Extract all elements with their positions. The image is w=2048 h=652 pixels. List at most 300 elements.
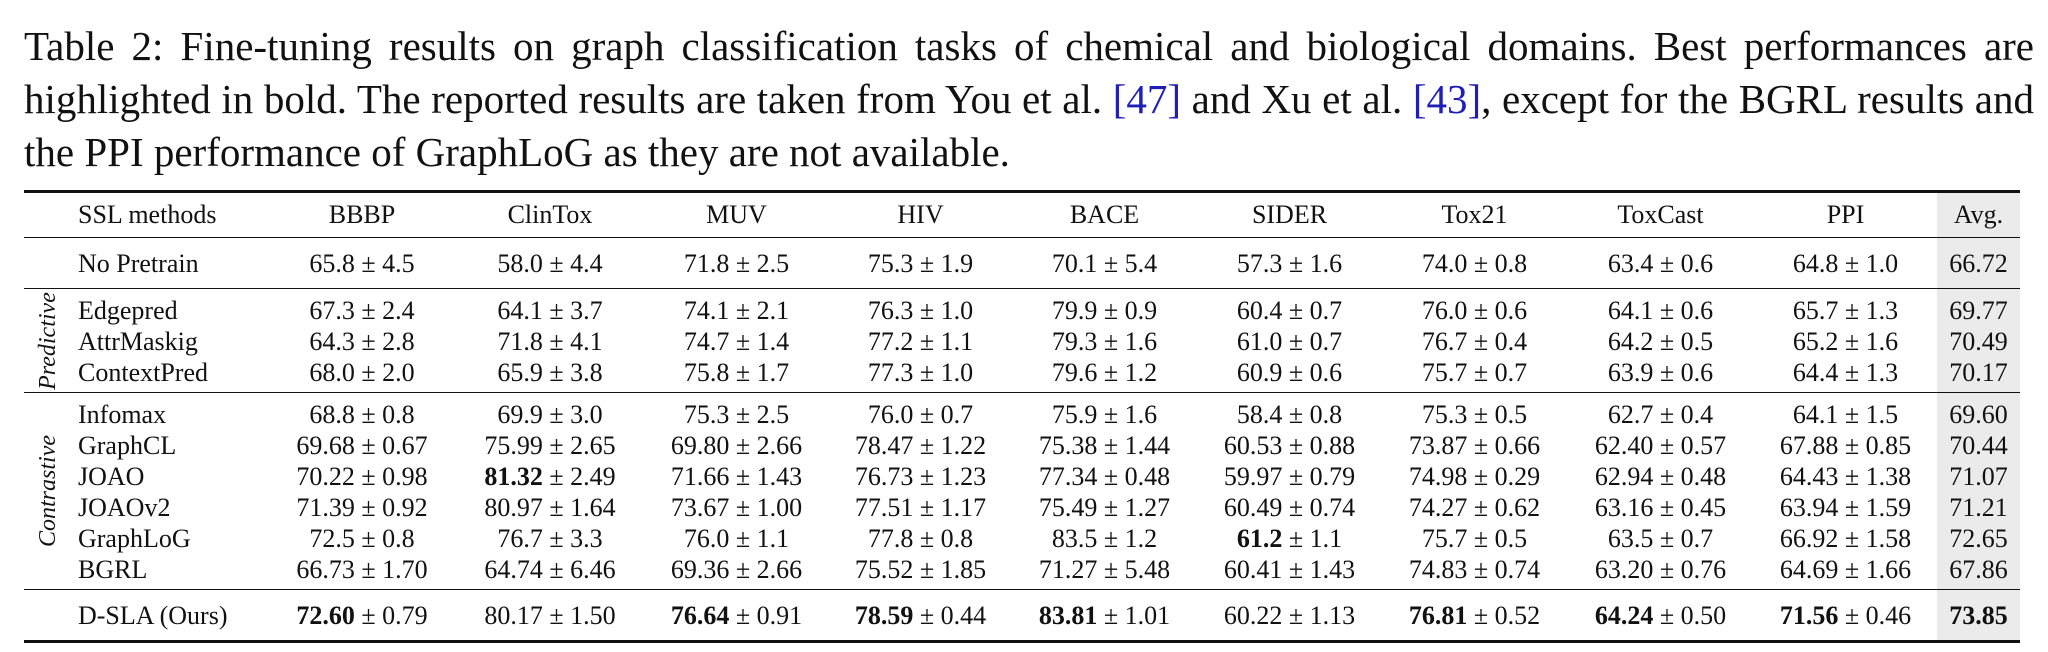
- result-cell: [268, 554, 456, 590]
- result-mean: 64.69: [1779, 554, 1839, 584]
- result-mean: 76.7: [497, 523, 543, 553]
- result-mean: 70.22: [296, 461, 355, 491]
- result-cell: [1012, 357, 1197, 393]
- result-std: ± 0.6: [1288, 357, 1343, 387]
- result-mean: 64.2: [1607, 326, 1654, 356]
- result-cell: [1382, 289, 1567, 327]
- result-mean: 77.8: [867, 523, 914, 553]
- result-cell: [1382, 461, 1567, 492]
- result-mean: 83.81: [1038, 601, 1098, 630]
- result-mean: 64.1: [497, 295, 543, 325]
- result-std: ± 1.43: [735, 461, 803, 491]
- result-std: ± 1.22: [919, 430, 987, 460]
- table-row: [24, 430, 2020, 461]
- result-cell: [1197, 430, 1382, 461]
- header-spacer: [24, 192, 72, 238]
- result-std: ± 2.5: [735, 249, 790, 278]
- result-mean: 58.4: [1236, 399, 1283, 429]
- result-mean: 77.51: [854, 492, 914, 522]
- result-std: ± 5.4: [1103, 249, 1158, 278]
- table-row: [24, 289, 2020, 327]
- method-name: BGRL: [72, 554, 268, 590]
- result-cell: [456, 523, 644, 554]
- result-cell: [644, 326, 829, 357]
- result-cell: [1012, 461, 1197, 492]
- result-std: ± 0.67: [361, 430, 428, 460]
- result-cell: [1567, 492, 1754, 523]
- result-std: ± 3.0: [549, 399, 603, 429]
- result-mean: 64.3: [309, 326, 355, 356]
- method-name: D-SLA (Ours): [72, 590, 268, 642]
- result-cell: [1567, 393, 1754, 431]
- result-std: ± 1.9: [919, 249, 974, 278]
- result-std: ± 0.9: [1103, 295, 1158, 325]
- header-clintox: ClinTox: [456, 192, 644, 238]
- result-cell: [1567, 238, 1754, 289]
- result-std: ± 1.0: [1844, 249, 1899, 278]
- method-name: JOAO: [78, 461, 145, 491]
- table-row: [24, 492, 2020, 523]
- row-group-2: [24, 289, 2020, 393]
- result-mean: 75.9: [1051, 399, 1098, 429]
- result-mean: 63.9: [1607, 357, 1654, 387]
- result-mean: 64.4: [1792, 357, 1839, 387]
- result-cell: [268, 357, 456, 393]
- result-cell: [1382, 523, 1567, 554]
- result-std: ± 2.65: [549, 430, 616, 460]
- result-mean: 68.0: [309, 357, 355, 387]
- result-mean: 61.2: [1236, 523, 1283, 553]
- result-mean: 83.5: [1051, 523, 1098, 553]
- result-mean: 81.32: [484, 461, 543, 491]
- result-cell: [1382, 492, 1567, 523]
- average-cell: 66.72: [1937, 238, 2020, 289]
- header-ssl-methods: SSL methods: [72, 192, 268, 238]
- result-mean: 62.40: [1594, 430, 1654, 460]
- result-std: ± 0.57: [1659, 430, 1727, 460]
- header-row: [24, 192, 2020, 238]
- result-cell: [268, 590, 456, 642]
- result-cell: [1012, 393, 1197, 431]
- result-std: ± 0.8: [361, 523, 415, 553]
- result-mean: 64.1: [1792, 399, 1839, 429]
- result-mean: 65.2: [1792, 326, 1839, 356]
- result-cell: [644, 590, 829, 642]
- result-cell: [1382, 430, 1567, 461]
- result-mean: 78.59: [854, 601, 914, 630]
- result-std: ± 2.0: [361, 357, 415, 387]
- method-name: JOAOv2: [78, 492, 171, 522]
- citation-link-43[interactable]: [43]: [1412, 76, 1482, 122]
- result-cell: [456, 393, 644, 431]
- result-std: ± 1.7: [735, 357, 790, 387]
- row-group-1: [24, 238, 2020, 289]
- result-cell: [829, 554, 1012, 590]
- result-cell: [456, 238, 644, 289]
- result-cell: [1567, 326, 1754, 357]
- result-std: ± 1.00: [735, 492, 803, 522]
- result-std: ± 0.6: [1659, 295, 1714, 325]
- caption-text-3: , except for the BGRL results and the PPI performance of GraphLoG as they are not available.: [24, 76, 2035, 175]
- result-std: ± 1.01: [1103, 601, 1171, 630]
- result-mean: 74.27: [1408, 492, 1468, 522]
- result-std: ± 1.58: [1844, 523, 1912, 553]
- result-mean: 77.2: [867, 326, 914, 356]
- result-std: ± 0.74: [1473, 554, 1541, 584]
- result-mean: 75.49: [1038, 492, 1098, 522]
- result-cell: [1754, 523, 1937, 554]
- result-cell: [829, 357, 1012, 393]
- group-label: Predictive: [35, 291, 61, 390]
- result-mean: 80.97: [484, 492, 543, 522]
- result-std: ± 1.1: [919, 326, 974, 356]
- result-mean: 73.87: [1408, 430, 1468, 460]
- table-row: [24, 357, 2020, 393]
- result-cell: [1012, 523, 1197, 554]
- result-std: ± 0.98: [361, 461, 428, 491]
- result-cell: [1197, 238, 1382, 289]
- result-mean: 74.7: [683, 326, 730, 356]
- result-std: ± 0.7: [1473, 357, 1528, 387]
- result-mean: 74.1: [683, 295, 730, 325]
- result-mean: 76.0: [683, 523, 730, 553]
- row-group-3: [24, 393, 2020, 590]
- result-std: ± 0.8: [1288, 399, 1343, 429]
- result-std: ± 1.17: [919, 492, 987, 522]
- result-mean: 76.7: [1421, 326, 1468, 356]
- result-std: ± 2.5: [735, 399, 790, 429]
- result-mean: 65.9: [497, 357, 543, 387]
- result-cell: [1197, 554, 1382, 590]
- result-mean: 68.8: [309, 399, 355, 429]
- result-std: ± 0.88: [1288, 430, 1356, 460]
- result-mean: 73.67: [670, 492, 730, 522]
- result-mean: 76.3: [867, 295, 914, 325]
- result-cell: [268, 430, 456, 461]
- result-mean: 60.41: [1223, 554, 1283, 584]
- result-mean: 72.60: [296, 601, 355, 630]
- result-cell: [1567, 357, 1754, 393]
- result-mean: 63.94: [1779, 492, 1839, 522]
- result-std: ± 0.8: [361, 399, 415, 429]
- result-std: ± 1.59: [1844, 492, 1912, 522]
- result-std: ± 0.4: [1473, 326, 1528, 356]
- result-cell: [1197, 492, 1382, 523]
- result-std: ± 1.64: [549, 492, 616, 522]
- result-std: ± 1.2: [1103, 357, 1158, 387]
- result-mean: 63.5: [1607, 523, 1654, 553]
- result-std: ± 3.8: [549, 357, 603, 387]
- result-std: ± 0.8: [919, 523, 974, 553]
- result-std: ± 1.2: [1103, 523, 1158, 553]
- result-std: ± 0.85: [1844, 430, 1912, 460]
- result-mean: 77.34: [1038, 461, 1098, 491]
- result-cell: [644, 357, 829, 393]
- result-mean: 79.9: [1051, 295, 1098, 325]
- result-mean: 69.80: [670, 430, 730, 460]
- result-std: ± 2.4: [361, 295, 415, 325]
- result-mean: 75.3: [1421, 399, 1468, 429]
- result-std: ± 0.7: [919, 399, 974, 429]
- result-std: ± 6.46: [549, 554, 616, 584]
- result-cell: [1754, 590, 1937, 642]
- average-cell: 72.65: [1937, 523, 2020, 554]
- result-std: ± 1.6: [1288, 249, 1343, 278]
- result-std: ± 1.3: [1844, 357, 1899, 387]
- result-std: ± 1.6: [1103, 399, 1158, 429]
- result-mean: 76.81: [1408, 601, 1468, 630]
- result-std: ± 0.29: [1473, 461, 1541, 491]
- result-std: ± 0.7: [1288, 326, 1343, 356]
- result-cell: [1197, 357, 1382, 393]
- result-mean: 64.1: [1607, 295, 1654, 325]
- result-cell: [456, 590, 644, 642]
- result-mean: 71.8: [497, 326, 543, 356]
- header-muv: MUV: [644, 192, 829, 238]
- result-mean: 65.7: [1792, 295, 1839, 325]
- method-name: AttrMaskig: [78, 326, 198, 356]
- result-std: ± 0.44: [919, 601, 987, 630]
- result-mean: 79.3: [1051, 326, 1098, 356]
- result-cell: [1382, 238, 1567, 289]
- result-cell: [456, 289, 644, 327]
- result-cell: [1754, 357, 1937, 393]
- result-mean: 69.36: [670, 554, 730, 584]
- result-cell: [1012, 326, 1197, 357]
- result-mean: 76.0: [867, 399, 914, 429]
- result-std: ± 0.7: [1288, 295, 1343, 325]
- result-std: ± 1.6: [1103, 326, 1158, 356]
- result-cell: [1754, 492, 1937, 523]
- result-mean: 75.52: [854, 554, 914, 584]
- average-cell: 70.49: [1937, 326, 2020, 357]
- result-mean: 57.3: [1236, 249, 1283, 278]
- results-table-container: [24, 190, 2020, 643]
- result-cell: [1754, 393, 1937, 431]
- result-mean: 66.92: [1779, 523, 1839, 553]
- result-std: ± 0.5: [1473, 399, 1528, 429]
- average-cell: 71.07: [1937, 461, 2020, 492]
- result-std: ± 0.6: [1473, 295, 1528, 325]
- result-std: ± 0.66: [1473, 430, 1541, 460]
- result-cell: [1012, 590, 1197, 642]
- result-std: ± 1.0: [919, 295, 974, 325]
- group-label-cell: [24, 393, 72, 590]
- result-std: ± 1.85: [919, 554, 987, 584]
- result-cell: [1754, 289, 1937, 327]
- result-std: ± 1.43: [1288, 554, 1356, 584]
- result-cell: [1382, 357, 1567, 393]
- row-group-4: [24, 590, 2020, 642]
- result-std: ± 1.27: [1103, 492, 1171, 522]
- table-row: [24, 393, 2020, 431]
- results-table: [24, 190, 2020, 643]
- result-mean: 62.7: [1607, 399, 1654, 429]
- result-cell: [644, 393, 829, 431]
- average-cell: 67.86: [1937, 554, 2020, 590]
- result-mean: 58.0: [497, 249, 543, 278]
- result-cell: [1197, 590, 1382, 642]
- result-cell: [1197, 393, 1382, 431]
- result-std: ± 3.3: [549, 523, 603, 553]
- header-tox21: Tox21: [1382, 192, 1567, 238]
- header-toxcast: ToxCast: [1567, 192, 1754, 238]
- result-std: ± 2.8: [361, 326, 415, 356]
- result-cell: [829, 289, 1012, 327]
- result-std: ± 0.79: [1288, 461, 1356, 491]
- result-mean: 75.3: [867, 249, 914, 278]
- result-cell: [1567, 523, 1754, 554]
- result-mean: 60.22: [1223, 601, 1283, 630]
- result-std: ± 0.8: [1473, 249, 1528, 278]
- result-mean: 78.47: [854, 430, 914, 460]
- average-cell: 73.85: [1937, 590, 2020, 642]
- result-cell: [644, 461, 829, 492]
- result-cell: [1754, 430, 1937, 461]
- result-mean: 63.20: [1594, 554, 1654, 584]
- caption-label: Table 2:: [24, 23, 164, 69]
- table-row: [24, 326, 2020, 357]
- result-cell: [268, 461, 456, 492]
- result-mean: 75.8: [683, 357, 730, 387]
- group-label-cell: [24, 289, 72, 393]
- result-cell: [1197, 523, 1382, 554]
- result-cell: [644, 289, 829, 327]
- result-std: ± 1.5: [1844, 399, 1899, 429]
- result-std: ± 0.46: [1844, 601, 1912, 630]
- result-mean: 74.98: [1408, 461, 1468, 491]
- result-mean: 66.73: [296, 554, 355, 584]
- result-std: ± 1.3: [1844, 295, 1899, 325]
- result-std: ± 1.1: [1288, 523, 1343, 553]
- result-std: ± 2.66: [735, 554, 803, 584]
- average-cell: 69.60: [1937, 393, 2020, 431]
- result-mean: 72.5: [309, 523, 355, 553]
- result-std: ± 1.4: [735, 326, 790, 356]
- result-cell: [1197, 289, 1382, 327]
- result-cell: [1567, 289, 1754, 327]
- result-cell: [1012, 430, 1197, 461]
- result-std: ± 1.13: [1288, 601, 1356, 630]
- result-cell: [268, 393, 456, 431]
- result-cell: [1012, 554, 1197, 590]
- result-std: ± 0.52: [1473, 601, 1541, 630]
- result-cell: [1012, 238, 1197, 289]
- group-label-cell: [24, 238, 72, 289]
- result-cell: [829, 590, 1012, 642]
- result-mean: 70.1: [1051, 249, 1098, 278]
- result-mean: 60.49: [1223, 492, 1283, 522]
- result-mean: 71.66: [670, 461, 730, 491]
- result-cell: [1382, 554, 1567, 590]
- result-cell: [268, 492, 456, 523]
- average-cell: 71.21: [1937, 492, 2020, 523]
- result-std: ± 0.4: [1659, 399, 1714, 429]
- result-mean: 59.97: [1223, 461, 1283, 491]
- result-mean: 79.6: [1051, 357, 1098, 387]
- result-cell: [829, 461, 1012, 492]
- table-row: [24, 238, 2020, 289]
- result-cell: [644, 523, 829, 554]
- result-cell: [268, 326, 456, 357]
- result-cell: [644, 554, 829, 590]
- average-cell: 70.44: [1937, 430, 2020, 461]
- result-mean: 75.7: [1421, 357, 1468, 387]
- method-name: Infomax: [78, 399, 167, 429]
- result-std: ± 0.76: [1659, 554, 1727, 584]
- result-mean: 67.88: [1779, 430, 1839, 460]
- result-mean: 74.0: [1421, 249, 1468, 278]
- result-cell: [1754, 461, 1937, 492]
- result-std: ± 0.79: [361, 601, 428, 630]
- result-std: ± 4.4: [549, 249, 603, 278]
- result-std: ± 2.66: [735, 430, 803, 460]
- result-mean: 63.16: [1594, 492, 1654, 522]
- result-cell: [829, 430, 1012, 461]
- result-mean: 64.8: [1792, 249, 1839, 278]
- result-std: ± 1.50: [549, 601, 616, 630]
- result-cell: [1197, 461, 1382, 492]
- result-cell: [1567, 554, 1754, 590]
- result-cell: [1382, 590, 1567, 642]
- group-label-cell: [24, 590, 72, 642]
- header-hiv: HIV: [829, 192, 1012, 238]
- result-std: ± 0.91: [735, 601, 803, 630]
- result-mean: 61.0: [1236, 326, 1283, 356]
- result-cell: [268, 523, 456, 554]
- result-cell: [644, 238, 829, 289]
- result-std: ± 1.38: [1844, 461, 1912, 491]
- result-std: ± 1.0: [919, 357, 974, 387]
- header-sider: SIDER: [1197, 192, 1382, 238]
- result-std: ± 5.48: [1103, 554, 1171, 584]
- result-cell: [456, 492, 644, 523]
- result-std: ± 0.50: [1659, 601, 1727, 630]
- method-name: GraphLoG: [78, 523, 191, 553]
- result-cell: [1012, 492, 1197, 523]
- result-cell: [829, 523, 1012, 554]
- citation-link-47[interactable]: [47]: [1112, 76, 1182, 122]
- result-cell: [456, 357, 644, 393]
- result-mean: 62.94: [1594, 461, 1654, 491]
- method-name: Edgepred: [78, 295, 178, 325]
- result-std: ± 0.6: [1659, 357, 1714, 387]
- result-std: ± 1.70: [361, 554, 428, 584]
- result-cell: [456, 461, 644, 492]
- result-std: ± 0.5: [1659, 326, 1714, 356]
- result-std: ± 2.1: [735, 295, 790, 325]
- result-mean: 65.8: [309, 249, 355, 278]
- result-mean: 71.8: [683, 249, 730, 278]
- result-std: ± 0.6: [1659, 249, 1714, 278]
- result-std: ± 1.6: [1844, 326, 1899, 356]
- result-mean: 67.3: [309, 295, 355, 325]
- result-mean: 60.9: [1236, 357, 1283, 387]
- result-mean: 80.17: [484, 601, 543, 630]
- result-std: ± 0.45: [1659, 492, 1727, 522]
- result-std: ± 4.1: [549, 326, 603, 356]
- result-std: ± 0.7: [1659, 523, 1714, 553]
- result-cell: [1754, 326, 1937, 357]
- result-mean: 60.4: [1236, 295, 1283, 325]
- result-mean: 71.39: [296, 492, 355, 522]
- result-cell: [1382, 393, 1567, 431]
- result-std: ± 0.74: [1288, 492, 1356, 522]
- method-name: No Pretrain: [72, 238, 268, 289]
- result-cell: [1567, 430, 1754, 461]
- header-bace: BACE: [1012, 192, 1197, 238]
- result-cell: [644, 430, 829, 461]
